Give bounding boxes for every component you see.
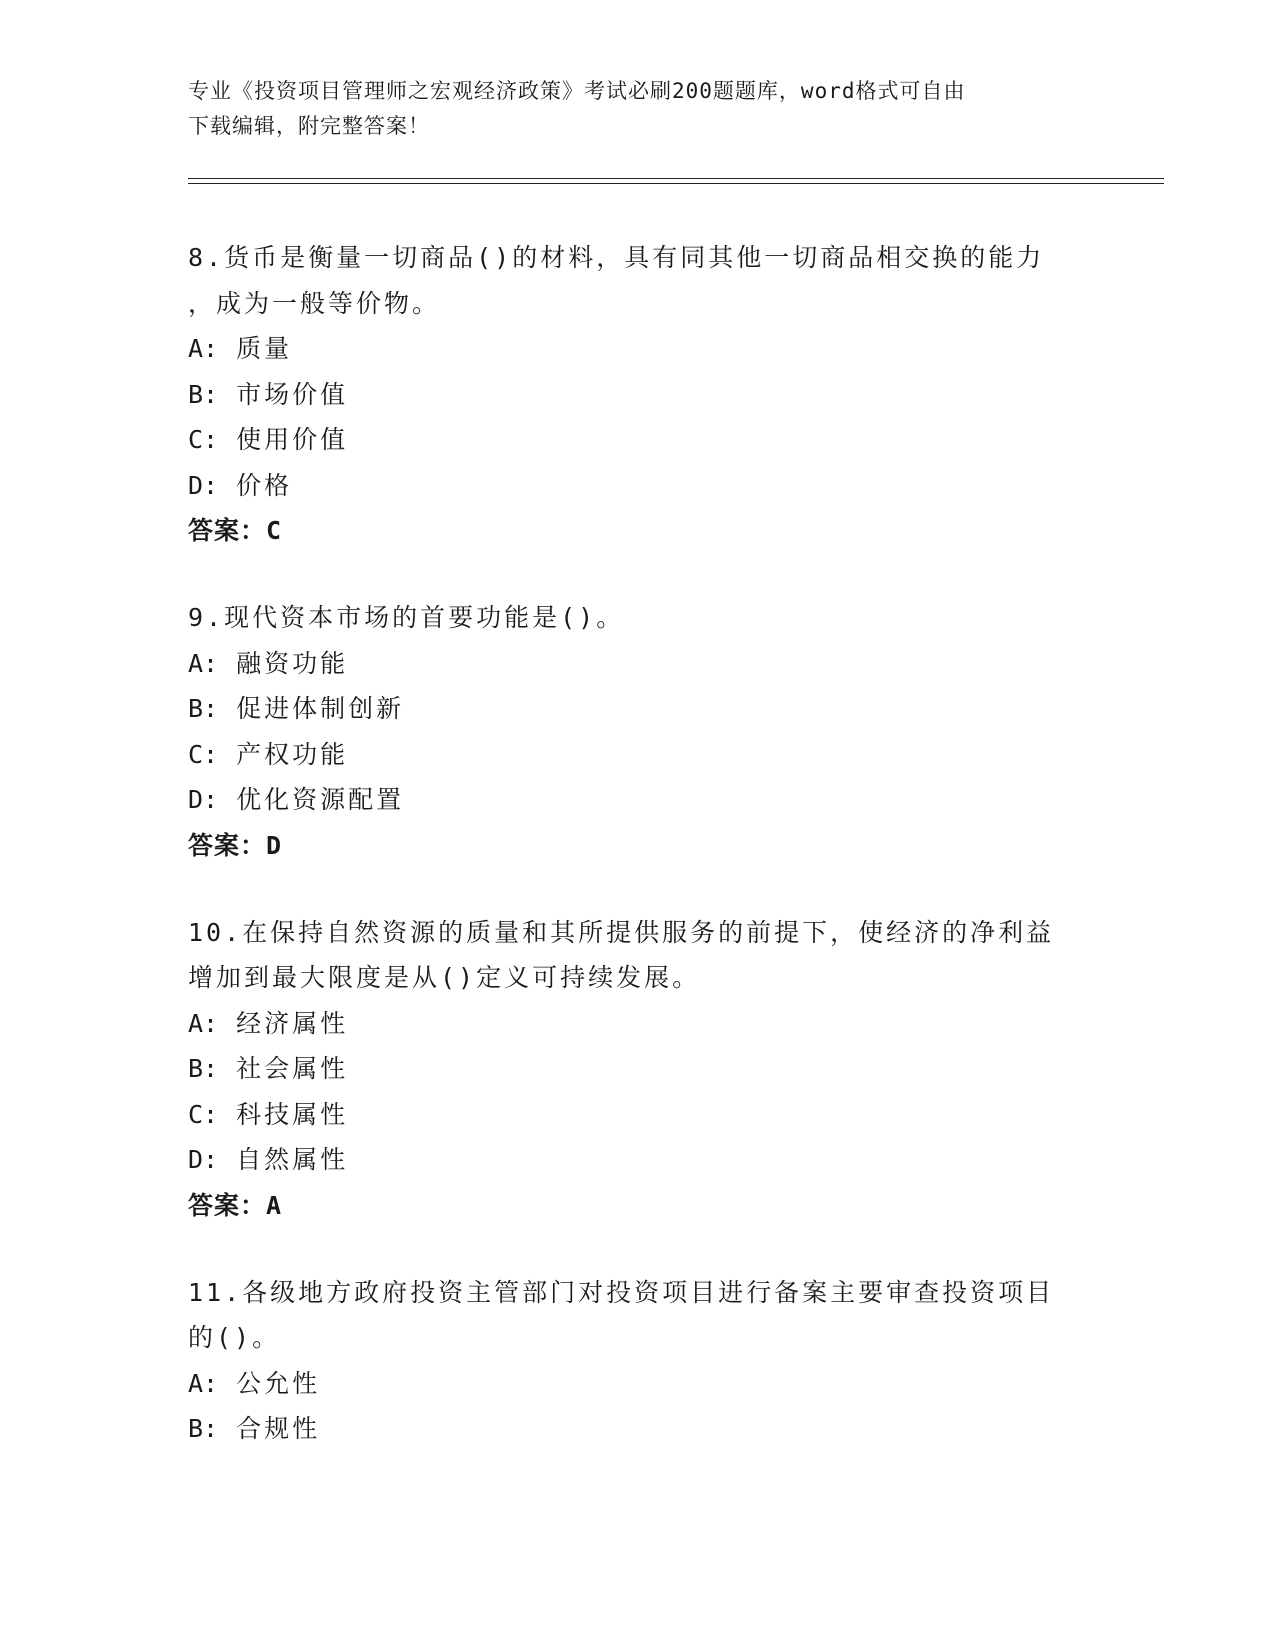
option-text: 社会属性 bbox=[236, 1054, 349, 1083]
question-text-line-2: 的()。 bbox=[188, 1323, 281, 1352]
answer-label: 答案：C bbox=[188, 516, 283, 545]
option-a bbox=[188, 326, 1088, 372]
option-letter: A: bbox=[188, 1368, 219, 1398]
option-text: 优化资源配置 bbox=[236, 785, 405, 814]
option-text: 市场价值 bbox=[236, 379, 349, 409]
question-11 bbox=[188, 1270, 1088, 1452]
question-10 bbox=[188, 910, 1088, 1229]
header-divider-top bbox=[188, 178, 1164, 179]
option-letter: B: bbox=[188, 694, 219, 723]
option-c bbox=[188, 1092, 1088, 1138]
question-text-line-1: 8.货币是衡量一切商品()的材料，具有同其他一切商品相交换的能力 bbox=[188, 243, 1045, 272]
question-8 bbox=[188, 235, 1088, 554]
question-text-line-1: 10.在保持自然资源的质量和其所提供服务的前提下，使经济的净利益 bbox=[188, 917, 1055, 947]
option-a bbox=[188, 641, 1088, 687]
document-header bbox=[188, 74, 1078, 144]
option-d bbox=[188, 777, 1088, 823]
option-a bbox=[188, 1361, 1088, 1407]
option-letter: A: bbox=[188, 334, 219, 363]
question-text-line-2: ，成为一般等价物。 bbox=[188, 288, 441, 318]
option-b bbox=[188, 372, 1088, 418]
option-text: 自然属性 bbox=[236, 1145, 349, 1174]
option-a bbox=[188, 1001, 1088, 1047]
option-text: 价格 bbox=[236, 470, 293, 500]
answer-label: 答案：D bbox=[188, 830, 283, 860]
question-list bbox=[188, 235, 1088, 1493]
option-letter: B: bbox=[188, 1414, 219, 1443]
option-letter: A: bbox=[188, 648, 219, 678]
question-text-line-1: 9.现代资本市场的首要功能是()。 bbox=[188, 603, 625, 632]
option-c bbox=[188, 417, 1088, 463]
option-letter: D: bbox=[188, 470, 219, 500]
option-text: 使用价值 bbox=[236, 425, 349, 454]
header-line-1: 专业《投资项目管理师之宏观经济政策》考试必刷200题题库，word格式可自由 bbox=[188, 79, 966, 103]
option-letter: C: bbox=[188, 739, 219, 769]
question-text-line-2: 增加到最大限度是从()定义可持续发展。 bbox=[188, 963, 701, 992]
option-b bbox=[188, 1406, 1088, 1452]
question-9 bbox=[188, 595, 1088, 869]
answer-label: 答案：A bbox=[188, 1190, 283, 1220]
option-text: 产权功能 bbox=[236, 739, 349, 769]
option-text: 融资功能 bbox=[236, 648, 349, 678]
option-letter: A: bbox=[188, 1008, 219, 1038]
option-letter: D: bbox=[188, 785, 219, 814]
option-text: 经济属性 bbox=[236, 1008, 349, 1038]
option-b bbox=[188, 1046, 1088, 1092]
question-text-line-1: 11.各级地方政府投资主管部门对投资项目进行备案主要审查投资项目 bbox=[188, 1277, 1055, 1307]
option-text: 公允性 bbox=[236, 1368, 321, 1398]
option-d bbox=[188, 463, 1088, 509]
option-letter: C: bbox=[188, 425, 219, 454]
option-text: 促进体制创新 bbox=[236, 694, 405, 723]
header-line-2: 下载编辑，附完整答案！ bbox=[188, 114, 430, 138]
option-letter: B: bbox=[188, 1054, 219, 1083]
option-text: 科技属性 bbox=[236, 1099, 349, 1129]
header-divider-bottom bbox=[188, 183, 1164, 184]
option-d bbox=[188, 1137, 1088, 1183]
option-b bbox=[188, 686, 1088, 732]
option-c bbox=[188, 732, 1088, 778]
option-letter: C: bbox=[188, 1099, 219, 1129]
option-text: 合规性 bbox=[236, 1414, 321, 1443]
option-letter: B: bbox=[188, 379, 219, 409]
option-text: 质量 bbox=[236, 334, 293, 363]
option-letter: D: bbox=[188, 1145, 219, 1174]
